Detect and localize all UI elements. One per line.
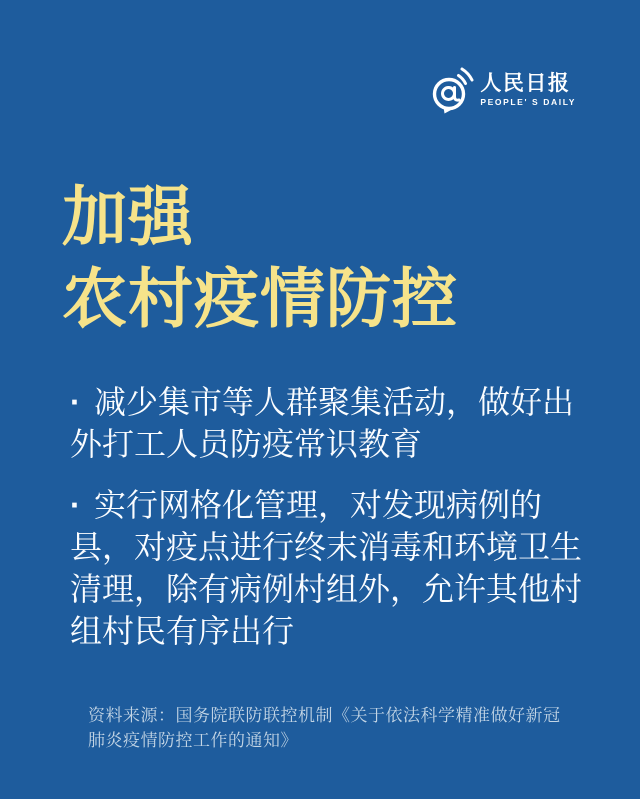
bullet-item [70,381,590,465]
bullet-text: 减少集市等人群聚集活动，做好出外打工人员防疫常识教育 [70,384,575,462]
title-line-2: 农村疫情防控 [62,262,459,335]
logo-text [480,73,576,107]
at-megaphone-icon [431,66,475,114]
poster-title [62,176,458,340]
bullet-marker: · [70,487,81,523]
title-line-1: 加强 [62,180,195,253]
bullet-marker: · [70,384,81,420]
logo-cn-text: 人民日报 [480,72,571,96]
peoples-daily-logo [431,66,576,114]
source-note: 资料来源：国务院联防联控机制《关于依法科学精准做好新冠肺炎疫情防控工作的通知》 [88,706,561,750]
bullet-text: 实行网格化管理，对发现病例的县，对疫点进行终末消毒和环境卫生清理，除有病例村组外，允许其他村组村民有序出行 [70,487,583,649]
bullet-list [70,381,590,671]
bullet-item [70,484,590,652]
logo-en-text: PEOPLE' S DAILY [480,97,576,108]
